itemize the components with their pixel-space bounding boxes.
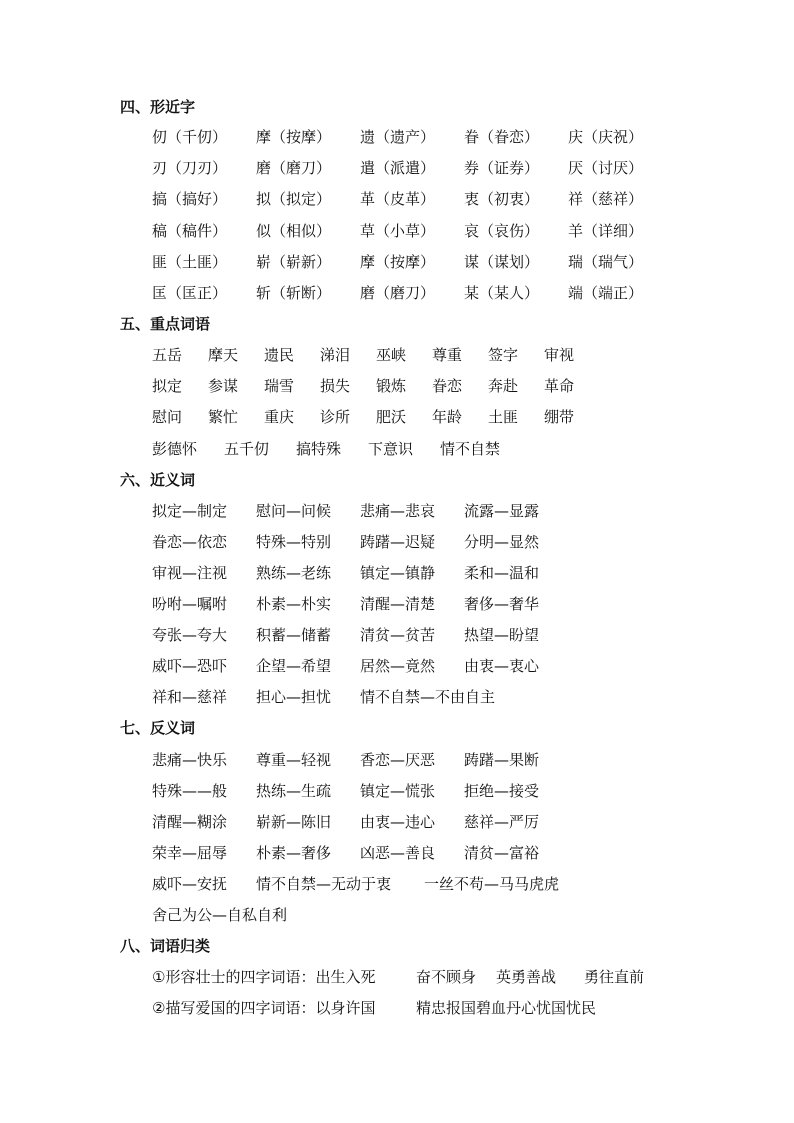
word-entry: 特殊—特别 xyxy=(256,533,332,551)
section-heading-synonyms: 六、近义词 xyxy=(120,471,196,489)
word-entry: 眷恋 xyxy=(432,377,463,395)
word-entry: 清醒—糊涂 xyxy=(152,813,228,831)
word-entry: 香恋—厌恶 xyxy=(360,751,436,769)
word-entry: 厌（讨厌） xyxy=(568,159,644,177)
word-entry: 拒绝—接受 xyxy=(464,782,540,800)
word-entry: 摩（按摩） xyxy=(256,128,332,146)
word-entry: 谋（谋划） xyxy=(464,253,540,271)
word-entry: 舍己为公—自私自利 xyxy=(152,906,288,924)
word-entry: 拟定 xyxy=(152,377,183,395)
word-entry: 繁忙 xyxy=(208,408,239,426)
word-entry: 遗民 xyxy=(264,346,295,364)
word-entry: 摩（按摩） xyxy=(360,253,436,271)
word-entry: 情不自禁 xyxy=(440,440,501,458)
word-entry: 踌躇—果断 xyxy=(464,751,540,769)
word-entry: 尊重 xyxy=(432,346,463,364)
word-entry: 荣幸—屈辱 xyxy=(152,844,228,862)
word-entry: 清贫—富裕 xyxy=(464,844,540,862)
word-entry: 柔和—温和 xyxy=(464,564,540,582)
word-entry: 遣（派遣） xyxy=(360,159,436,177)
word-entry: 巫峡 xyxy=(376,346,407,364)
word-entry: 分明—显然 xyxy=(464,533,540,551)
word-entry: 慰问 xyxy=(152,408,183,426)
word-entry: 悲痛—悲哀 xyxy=(360,502,436,520)
word-entry: 拟（拟定） xyxy=(256,190,332,208)
word-entry: 匪（土匪） xyxy=(152,253,228,271)
word-entry: 锻炼 xyxy=(376,377,407,395)
word-entry: 磨（磨刀） xyxy=(256,159,332,177)
word-entry: 土匪 xyxy=(488,408,519,426)
word-entry: 搞特殊 xyxy=(296,440,342,458)
word-entry: 热练—生疏 xyxy=(256,782,332,800)
word-entry: 勇往直前 xyxy=(584,968,645,986)
section-heading-antonyms: 七、反义词 xyxy=(120,719,196,737)
word-entry: 审视—注视 xyxy=(152,564,228,582)
word-entry: 某（某人） xyxy=(464,284,540,302)
word-entry: 流露—显露 xyxy=(464,502,540,520)
word-entry: 匡（匡正） xyxy=(152,284,228,302)
word-entry: 熟练—老练 xyxy=(256,564,332,582)
word-entry: 积蓄—储蓄 xyxy=(256,626,332,644)
word-entry: 涕泪 xyxy=(320,346,351,364)
word-entry: 彭德怀 xyxy=(152,440,198,458)
word-entry: 革（皮革） xyxy=(360,190,436,208)
word-entry: ①形容壮士的四字词语：出生入死 xyxy=(152,968,376,986)
word-entry: 情不自禁—无动于衷 xyxy=(256,875,392,893)
word-entry: 斩（斩断） xyxy=(256,284,332,302)
word-entry: 摩天 xyxy=(208,346,239,364)
word-entry: 奔赴 xyxy=(488,377,519,395)
word-entry: 崭新—陈旧 xyxy=(256,813,332,831)
word-entry: 精忠报国碧血丹心忧国忧民 xyxy=(416,999,597,1017)
word-entry: 五千仞 xyxy=(224,440,270,458)
word-entry: 崭（崭新） xyxy=(256,253,332,271)
word-entry: 清贫—贫苦 xyxy=(360,626,436,644)
word-entry: 肥沃 xyxy=(376,408,407,426)
word-entry: 热望—盼望 xyxy=(464,626,540,644)
word-entry: 英勇善战 xyxy=(496,968,557,986)
word-entry: ②描写爱国的四字词语：以身许国 xyxy=(152,999,376,1017)
section-heading-similar-characters: 四、形近字 xyxy=(120,98,196,116)
word-entry: 似（相似） xyxy=(256,222,332,240)
word-entry: 哀（哀伤） xyxy=(464,222,540,240)
word-entry: 慰问—问候 xyxy=(256,502,332,520)
word-entry: 慈祥—严厉 xyxy=(464,813,540,831)
word-entry: 奋不顾身 xyxy=(416,968,477,986)
word-entry: 遗（遗产） xyxy=(360,128,436,146)
word-entry: 券（证券） xyxy=(464,159,540,177)
word-entry: 草（小草） xyxy=(360,222,436,240)
word-entry: 稿（稿件） xyxy=(152,222,228,240)
word-entry: 夸张—夸大 xyxy=(152,626,228,644)
word-entry: 磨（磨刀） xyxy=(360,284,436,302)
word-entry: 祥（慈祥） xyxy=(568,190,644,208)
word-entry: 重庆 xyxy=(264,408,295,426)
word-entry: 祥和—慈祥 xyxy=(152,688,228,706)
word-entry: 一丝不苟—马马虎虎 xyxy=(424,875,560,893)
word-entry: 尊重—轻视 xyxy=(256,751,332,769)
word-entry: 端（端正） xyxy=(568,284,644,302)
word-entry: 悲痛—快乐 xyxy=(152,751,228,769)
word-entry: 企望—希望 xyxy=(256,657,332,675)
word-entry: 绷带 xyxy=(544,408,575,426)
word-entry: 革命 xyxy=(544,377,575,395)
word-entry: 年龄 xyxy=(432,408,463,426)
word-entry: 羊（详细） xyxy=(568,222,644,240)
word-entry: 特殊——般 xyxy=(152,782,228,800)
word-entry: 仞（千仞） xyxy=(152,128,228,146)
word-entry: 情不自禁—不由自主 xyxy=(360,688,496,706)
word-entry: 刃（刀刃） xyxy=(152,159,228,177)
word-entry: 签字 xyxy=(488,346,519,364)
word-entry: 朴素—奢侈 xyxy=(256,844,332,862)
word-entry: 由衷—违心 xyxy=(360,813,436,831)
word-entry: 凶恶—善良 xyxy=(360,844,436,862)
word-entry: 清醒—清楚 xyxy=(360,595,436,613)
word-entry: 居然—竟然 xyxy=(360,657,436,675)
word-entry: 威吓—恐吓 xyxy=(152,657,228,675)
word-entry: 诊所 xyxy=(320,408,351,426)
word-entry: 吩咐—嘱咐 xyxy=(152,595,228,613)
word-entry: 威吓—安抚 xyxy=(152,875,228,893)
section-heading-word-classification: 八、词语归类 xyxy=(120,937,211,955)
word-entry: 朴素—朴实 xyxy=(256,595,332,613)
word-entry: 瑞（瑞气） xyxy=(568,253,644,271)
word-entry: 瑞雪 xyxy=(264,377,295,395)
word-entry: 下意识 xyxy=(368,440,414,458)
word-entry: 拟定—制定 xyxy=(152,502,228,520)
word-entry: 担心—担忧 xyxy=(256,688,332,706)
word-entry: 眷（眷恋） xyxy=(464,128,540,146)
word-entry: 衷（初衷） xyxy=(464,190,540,208)
word-entry: 搞（搞好） xyxy=(152,190,228,208)
section-heading-key-words: 五、重点词语 xyxy=(120,315,211,333)
word-entry: 镇定—镇静 xyxy=(360,564,436,582)
word-entry: 审视 xyxy=(544,346,575,364)
word-entry: 参谋 xyxy=(208,377,239,395)
word-entry: 镇定—慌张 xyxy=(360,782,436,800)
word-entry: 五岳 xyxy=(152,346,183,364)
word-entry: 损失 xyxy=(320,377,351,395)
word-entry: 奢侈—奢华 xyxy=(464,595,540,613)
word-entry: 由衷—衷心 xyxy=(464,657,540,675)
word-entry: 眷恋—依恋 xyxy=(152,533,228,551)
word-entry: 踌躇—迟疑 xyxy=(360,533,436,551)
word-entry: 庆（庆祝） xyxy=(568,128,644,146)
